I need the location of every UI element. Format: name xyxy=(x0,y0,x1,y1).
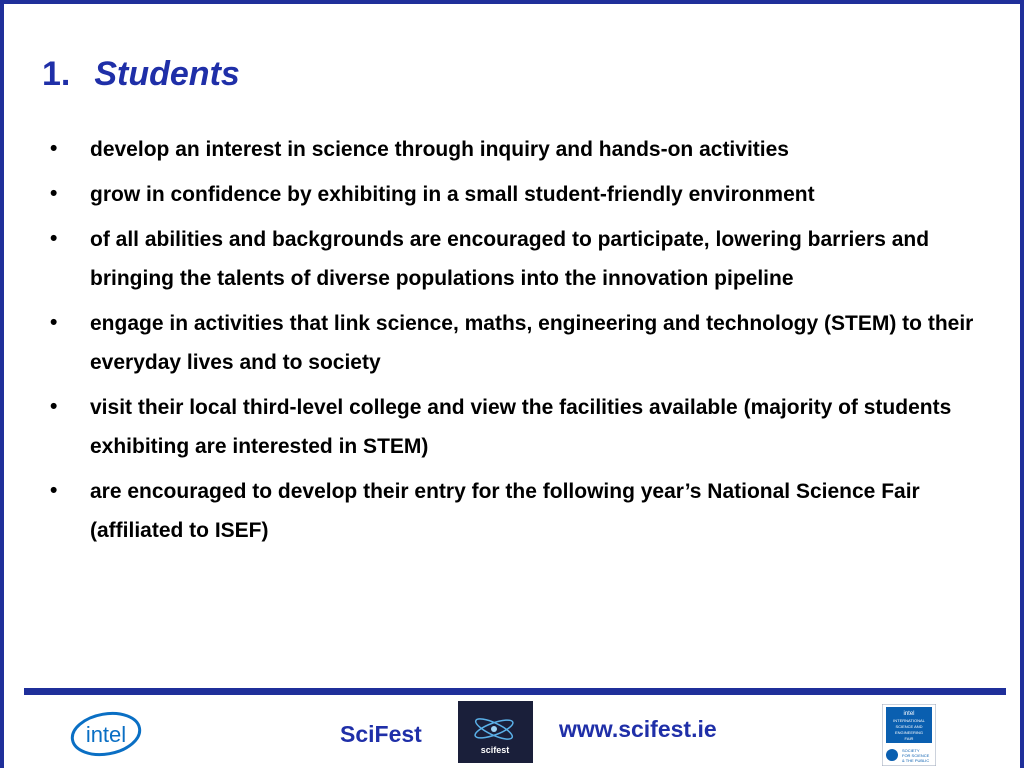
bullet-dot: • xyxy=(50,182,58,205)
isef-logo xyxy=(882,704,936,766)
website-link[interactable]: www.scifest.ie xyxy=(559,716,717,742)
scifest-logo xyxy=(458,701,533,763)
bullet-text: visit their local third-level college and view the facilities available (majority of students exhibiting are interested in STEM) xyxy=(90,396,952,458)
bullet-text: are encouraged to develop their entry for the following year’s National Science Fair (affiliated to ISEF) xyxy=(90,480,920,542)
bullet-text: engage in activities that link science, maths, engineering and technology (STEM) to their everyday lives and to society xyxy=(90,312,974,374)
svg-text:intel: intel xyxy=(903,711,915,717)
bullet-item xyxy=(48,130,978,169)
slide-title xyxy=(42,54,240,94)
svg-text:INTERNATIONAL: INTERNATIONAL xyxy=(893,718,925,723)
bullet-dot: • xyxy=(50,311,58,334)
svg-text:SOCIETY: SOCIETY xyxy=(902,748,920,753)
bullet-item xyxy=(48,175,978,214)
scifest-logo-text: scifest xyxy=(480,745,510,755)
bullet-list xyxy=(48,130,978,556)
bullet-dot: • xyxy=(50,479,58,502)
bullet-item xyxy=(48,472,978,550)
footer-divider xyxy=(24,688,1006,695)
svg-text:FAIR: FAIR xyxy=(904,736,914,741)
svg-text:ENGINEERING: ENGINEERING xyxy=(894,730,924,735)
bullet-item xyxy=(48,304,978,382)
svg-text:FOR SCIENCE: FOR SCIENCE xyxy=(902,753,930,758)
intel-logo-text: intel xyxy=(85,722,127,747)
bullet-item xyxy=(48,388,978,466)
bullet-dot: • xyxy=(50,227,58,250)
svg-text:& THE PUBLIC: & THE PUBLIC xyxy=(902,758,930,763)
bullet-item xyxy=(48,220,978,298)
scifest-label: SciFest xyxy=(340,721,422,747)
bullet-text: of all abilities and backgrounds are encouraged to participate, lowering barriers and bringing the talents of diverse populations into the innovation pipeline xyxy=(90,228,930,290)
bullet-dot: • xyxy=(50,137,58,160)
title-text: Students xyxy=(94,55,240,93)
bullet-text: develop an interest in science through inquiry and hands-on activities xyxy=(90,138,789,161)
title-number: 1. xyxy=(42,55,71,93)
intel-logo xyxy=(68,708,144,758)
bullet-dot: • xyxy=(50,395,58,418)
svg-text:SCIENCE AND: SCIENCE AND xyxy=(895,724,923,729)
bullet-text: grow in confidence by exhibiting in a small student-friendly environment xyxy=(90,183,815,206)
